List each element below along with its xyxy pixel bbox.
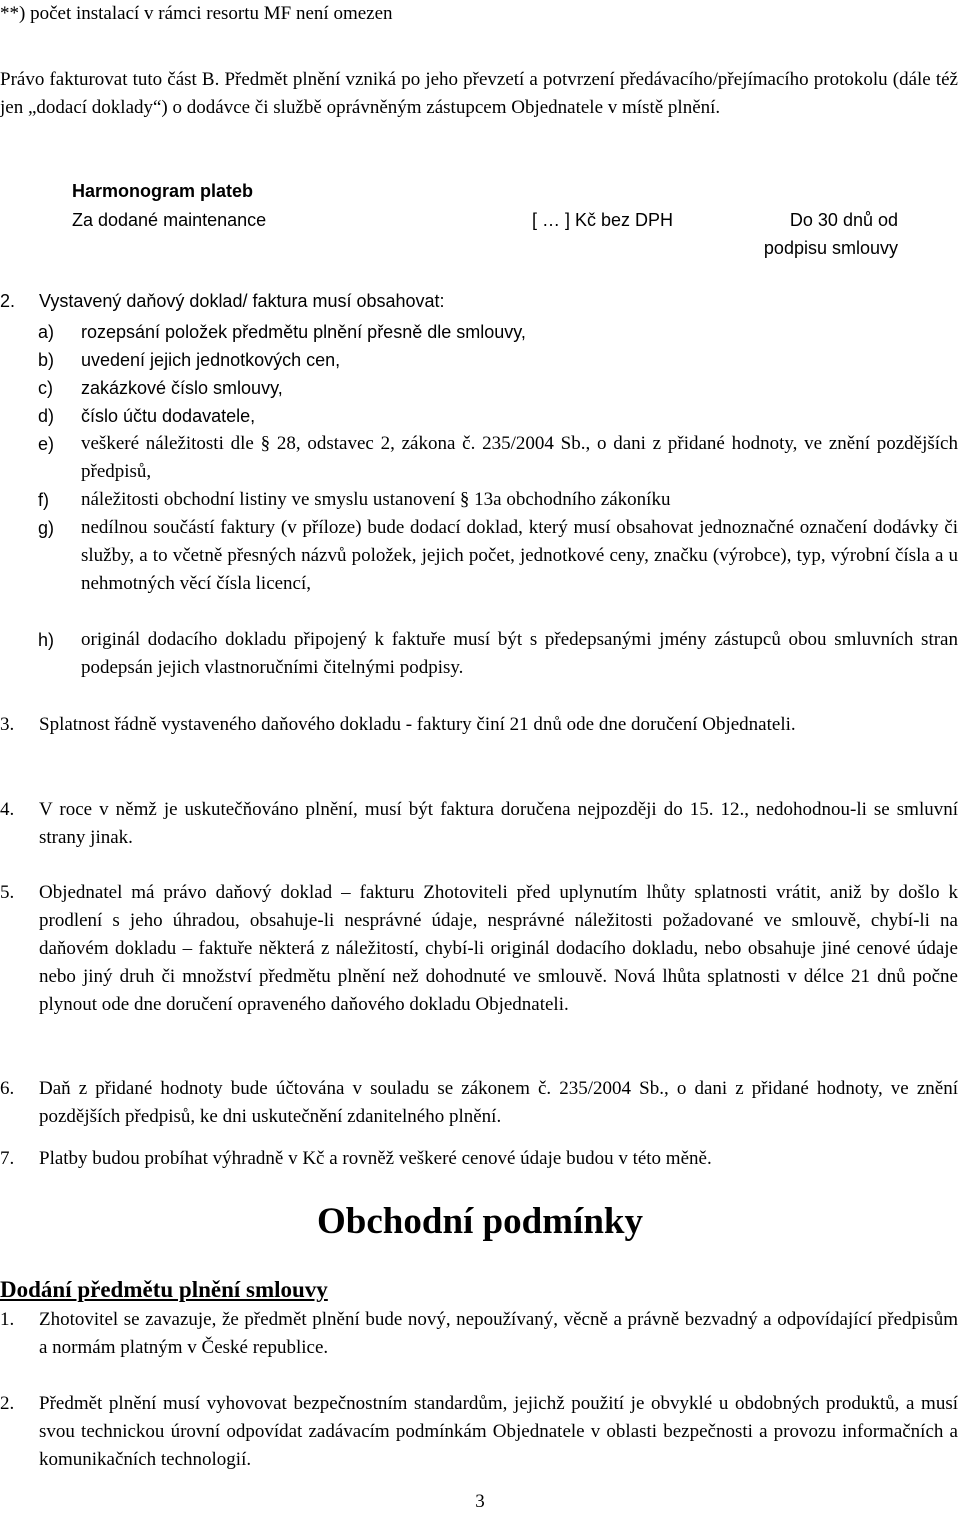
subitem-f	[38, 486, 958, 514]
subitem-letter: a)	[38, 322, 55, 342]
list-item-5	[0, 879, 958, 1019]
list-number: 5.	[0, 882, 15, 903]
schedule-price: [ … ] Kč bez DPH	[532, 210, 674, 230]
list-text: Zhotovitel se zavazuje, že předmět plnění bude nový, nepoužívaný, věcně a právně bezvadný a odpovídající předpisům a normám platným v České republice.	[39, 1309, 958, 1358]
subitem-text: originál dodacího dokladu připojený k faktuře musí být s předepsanými jmény zástupců obou smluvních stran podepsán jejich vlastnoručními čitelnými podpisy.	[81, 629, 958, 678]
delivery-item-1	[0, 1306, 958, 1362]
page-number: 3	[475, 1491, 485, 1512]
subitem-letter: f)	[38, 490, 49, 510]
list-text: Předmět plnění musí vyhovovat bezpečnostním standardům, jejichž použití je obvyklé u obdobných produktů, a musí svou technickou úrovní odpovídat zadávacím podmínkám Objednatele v oblasti bezpečnosti a provozu informačních a komunikačních technologií.	[39, 1393, 958, 1470]
subitem-text: číslo účtu dodavatele,	[81, 406, 256, 426]
list-item-6	[0, 1075, 958, 1131]
subitem-g	[38, 514, 958, 598]
subitem-letter: d)	[38, 406, 55, 426]
list-number: 3.	[0, 714, 15, 735]
subitem-d	[38, 402, 958, 430]
schedule-due-line1: Do 30 dnů od	[789, 210, 898, 230]
list-number: 1.	[0, 1309, 15, 1330]
subitem-letter: c)	[38, 378, 53, 398]
list-item-4	[0, 796, 958, 852]
list-item-2	[0, 287, 958, 315]
intro-paragraph: Právo fakturovat tuto část B. Předmět plnění vzniká po jeho převzetí a potvrzení předávacího/přejímacího protokolu (dále též jen „dodací doklady“) o dodávce či službě oprávněným zástupcem Objednatele v místě plnění.	[0, 69, 958, 118]
subitem-text: náležitosti obchodní listiny ve smyslu ustanovení § 13a obchodního zákoníku	[81, 489, 671, 510]
subitem-letter: h)	[38, 630, 55, 650]
subitem-text: uvedení jejich jednotkových cen,	[81, 350, 341, 370]
footnote-text: **) počet instalací v rámci resortu MF není omezen	[0, 3, 393, 24]
subitem-a	[38, 318, 958, 346]
list-text: V roce v němž je uskutečňováno plnění, musí být faktura doručena nejpozději do 15. 12., nedohodnou-li se smluvní strany jinak.	[39, 799, 958, 848]
subitem-h	[38, 626, 958, 682]
list-number: 6.	[0, 1078, 15, 1099]
list-number: 2.	[0, 1393, 15, 1414]
list-text: Objednatel má právo daňový doklad – fakturu Zhotoviteli před uplynutím lhůty splatnosti vrátit, aniž by došlo k prodlení s jeho úhradou, obsahuje-li nesprávné údaje, nesprávné náležitosti požadované ve smlouvě, chybí-li na daňovém dokladu – faktuře některá z náležitostí, chybí-li originál dodacího dokladu, nebo obsahuje jiné cenové údaje nebo jiný druh či množství předmětu plnění než dohodnuté ve smlouvě. Nová lhůta splatnosti v délce 21 dnů počne plynout ode dne doručení opraveného daňového dokladu Objednateli.	[39, 882, 958, 1015]
delivery-item-2	[0, 1390, 958, 1474]
subitem-text: veškeré náležitosti dle § 28, odstavec 2, zákona č. 235/2004 Sb., o dani z přidané hodnoty, ve znění pozdějších předpisů,	[81, 433, 958, 482]
schedule-due-line2: podpisu smlouvy	[763, 238, 898, 258]
list-number: 2.	[0, 291, 16, 311]
subitem-text: rozepsání položek předmětu plnění přesně dle smlouvy,	[81, 322, 526, 342]
list-text: Splatnost řádně vystaveného daňového dokladu - faktury činí 21 dnů ode dne doručení Objednateli.	[39, 714, 796, 735]
subitem-text: zakázkové číslo smlouvy,	[81, 378, 283, 398]
subitem-b	[38, 346, 958, 374]
subitem-letter: e)	[38, 434, 55, 454]
list-text: Daň z přidané hodnoty bude účtována v souladu se zákonem č. 235/2004 Sb., o dani z přidané hodnoty, ve znění pozdějších předpisů, ke dni uskutečnění zdanitelného plnění.	[39, 1078, 958, 1127]
list-number: 7.	[0, 1148, 15, 1169]
list-text: Vystavený daňový doklad/ faktura musí obsahovat:	[39, 291, 445, 311]
section-heading: Obchodní podmínky	[317, 1201, 643, 1242]
schedule-title: Harmonogram plateb	[72, 181, 254, 201]
list-number: 4.	[0, 799, 15, 820]
subitem-letter: g)	[38, 518, 55, 538]
list-item-7	[0, 1145, 958, 1173]
subitem-c	[38, 374, 958, 402]
subitem-e	[38, 430, 958, 486]
list-item-3	[0, 711, 958, 739]
section-subheading: Dodání předmětu plnění smlouvy	[0, 1277, 328, 1302]
schedule-item: Za dodané maintenance	[72, 210, 267, 230]
subitem-text: nedílnou součástí faktury (v příloze) bude dodací doklad, který musí obsahovat jednoznačné označení dodávky či služby, a to včetně přesných názvů položek, jejich počet, jednotkové ceny, značku (výrobce), typ, výrobní čísla a u nehmotných věcí čísla licencí,	[81, 517, 958, 594]
subitem-letter: b)	[38, 350, 55, 370]
list-text: Platby budou probíhat výhradně v Kč a rovněž veškeré cenové údaje budou v této měně.	[39, 1148, 712, 1169]
